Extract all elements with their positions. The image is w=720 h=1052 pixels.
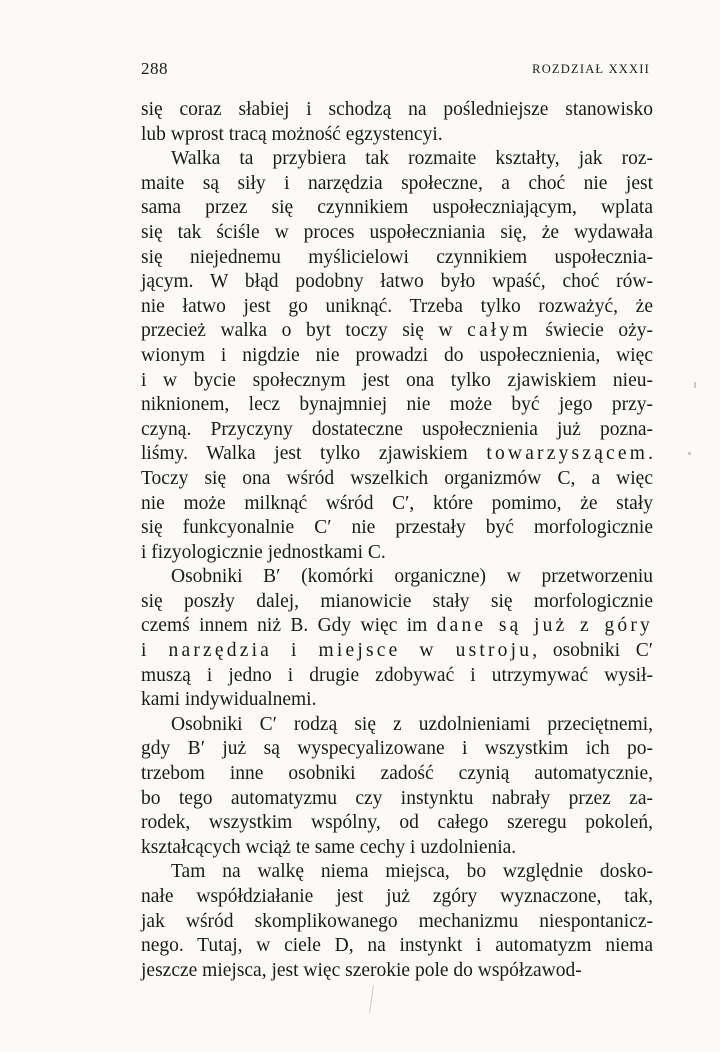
text-line: niknionem, lecz bynajmniej nie może być jego przy-	[141, 394, 653, 416]
paragraph	[141, 565, 653, 713]
text-line: nie łatwo jest go uniknąć. Trzeba tylko rozważyć, że	[141, 295, 653, 317]
running-head: ROZDZIAŁ XXXII	[532, 62, 650, 76]
text-line: jak wśród skomplikowanego mechanizmu niespontanicz-	[141, 910, 653, 932]
spaced-emphasis: całym	[467, 320, 531, 342]
spaced-emphasis: towarzyszącem	[486, 443, 649, 465]
paragraph	[141, 860, 653, 983]
text-line: kami indywidualnemi.	[141, 689, 317, 711]
text-line	[141, 639, 653, 664]
text-segment: , osobniki C′	[532, 640, 653, 662]
text-line	[141, 442, 653, 467]
text-segment: liśmy. Walka jest tylko zjawiskiem	[141, 443, 487, 465]
text-line: czyną. Przyczyny dostateczne uspołecznienia już pozna-	[141, 418, 653, 440]
text-line: się poszły dalej, mianowicie stały się morfologicznie	[141, 590, 653, 612]
text-line: się funkcyonalnie C′ nie przestały być morfologicznie	[141, 517, 653, 539]
text-line: gdy B′ już są wyspecyalizowane i wszystkim ich po-	[141, 738, 653, 760]
text-line: jeszcze miejsca, jest więc szerokie pole do współzawod-	[141, 959, 582, 981]
scan-mark	[688, 452, 691, 455]
text-line: się tak ściśle w proces uspołeczniania się, że wydawała	[141, 221, 653, 243]
spaced-emphasis: i narzędzia i miejsce w ustroju	[141, 640, 533, 662]
text-line: i w bycie społecznym jest ona tylko zjawiskiem nieu-	[141, 369, 653, 391]
text-line: nałe współdziałanie jest już zgóry wyznaczone, tak,	[141, 886, 653, 907]
text-line: Osobniki B′ (komórki organiczne) w przetworzeniu	[171, 566, 653, 588]
page-number: 288	[141, 59, 168, 78]
text-line: bo tego automatyzmu czy instynktu nabrały przez za-	[141, 787, 653, 809]
scan-mark	[694, 382, 696, 388]
text-line: kształcących wciąż te same cechy i uzdolnienia.	[141, 836, 517, 858]
paragraph	[141, 98, 653, 147]
spaced-emphasis: dane są już z góry	[436, 615, 653, 637]
text-line: muszą i jedno i drugie zdobywać i utrzymywać wysił-	[141, 664, 653, 686]
text-line: maite są siły i narzędzia społeczne, a choć nie jest	[141, 172, 653, 194]
body-text	[141, 98, 653, 983]
text-line: lub wprost tracą możność egzystencyi.	[141, 123, 443, 145]
text-line: się niejednemu myślicielowi czynnikiem uspołecznia-	[141, 246, 653, 268]
text-line: wionym i nigdzie nie prowadzi do uspołecznienia, więc	[141, 344, 653, 366]
text-line: rodek, wszystkim wspólny, od całego szeregu pokoleń,	[141, 812, 653, 834]
text-line: Tam na walkę niema miejsca, bo względnie dosko-	[171, 861, 653, 883]
text-line: nego. Tutaj, w ciele D, na instynkt i automatyzm niema	[141, 935, 653, 957]
text-line: Walka ta przybiera tak rozmaite kształty, jak roz-	[171, 148, 653, 170]
text-line: Osobniki C′ rodzą się z uzdolnieniami przeciętnemi,	[171, 713, 653, 735]
scan-mark	[369, 985, 374, 1013]
text-line: Toczy się ona wśród wszelkich organizmów C, a więc	[141, 467, 653, 489]
text-line: sama przez się czynnikiem uspołeczniającym, wplata	[141, 197, 653, 219]
text-segment: świecie oży-	[530, 320, 653, 342]
text-segment: .	[648, 443, 653, 465]
text-line	[141, 614, 653, 639]
text-segment: przecież walka o byt toczy się w	[141, 320, 468, 342]
text-segment: czemś innem niż B. Gdy więc im	[141, 615, 437, 637]
paragraph	[141, 147, 653, 565]
text-line: się coraz słabiej i schodzą na pośledniejsze stanowisko	[141, 99, 653, 120]
text-line: trzebom inne osobniki zadość czynią automatycznie,	[141, 763, 653, 785]
text-line: nie może milknąć wśród C′, które pomimo, że stały	[141, 492, 653, 514]
paragraph	[141, 713, 653, 861]
text-line: jącym. W błąd podobny łatwo było wpaść, choć rów-	[141, 271, 653, 293]
text-line: i fizyologicznie jednostkami C.	[141, 541, 386, 563]
text-line	[141, 319, 653, 344]
